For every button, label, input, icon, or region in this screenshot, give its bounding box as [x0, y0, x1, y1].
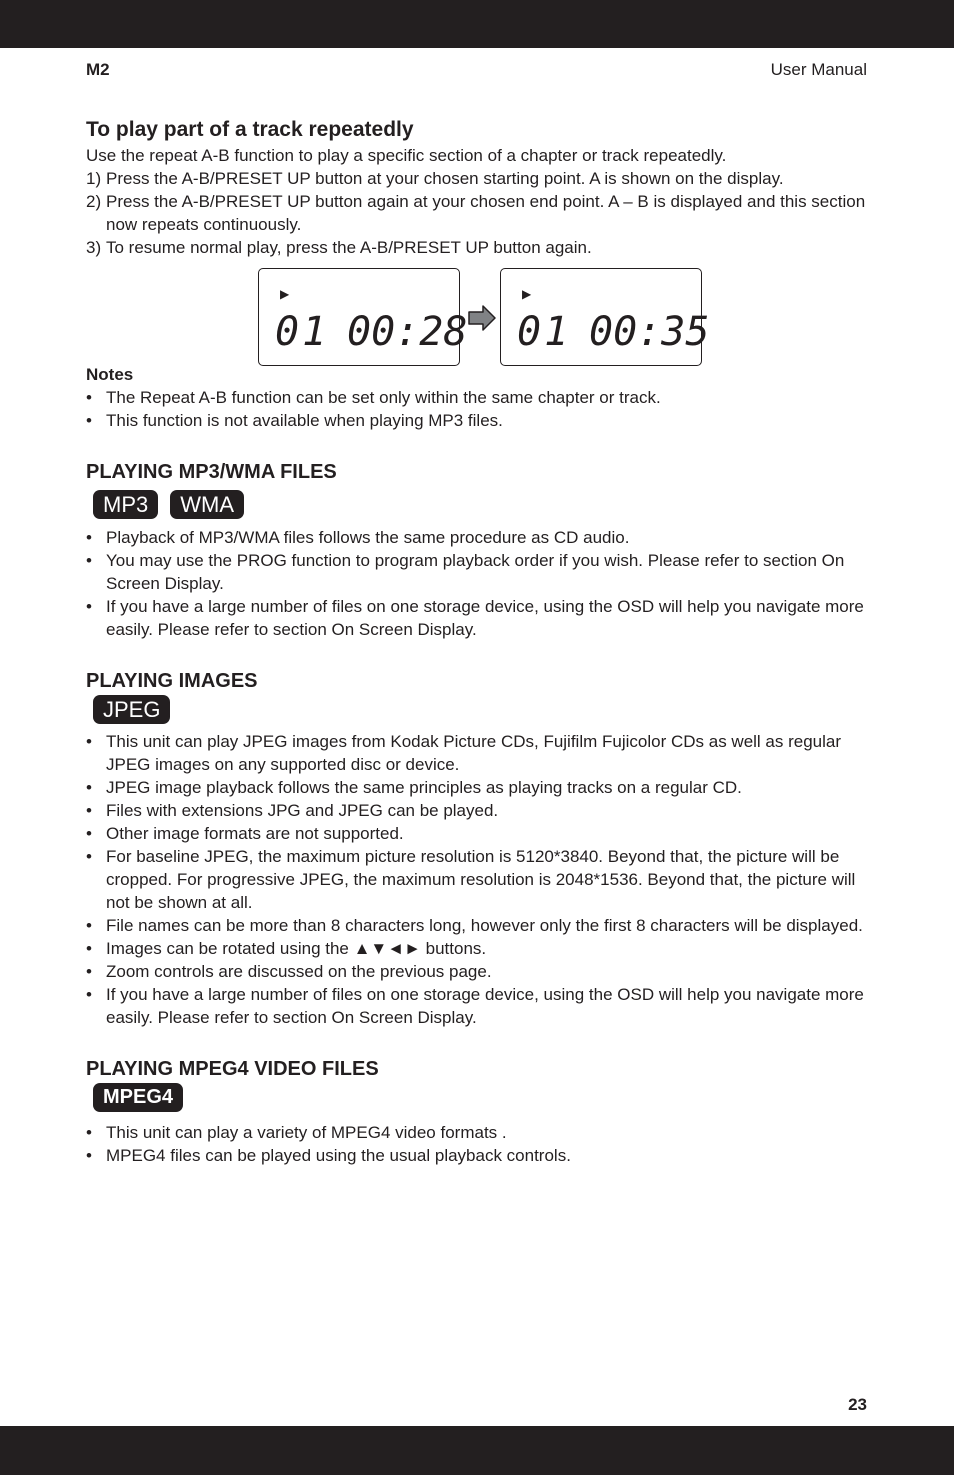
bullet: •: [86, 1123, 92, 1142]
lcd-time: 00:35: [589, 309, 710, 355]
bullet: •: [86, 551, 92, 570]
images-heading: PLAYING IMAGES: [86, 670, 258, 692]
step-item: [86, 236, 866, 259]
list-item: • You may use the PROG function to program playback order if you wish. Please refer to section On Screen Display.: [86, 551, 845, 593]
format-badges: [86, 694, 866, 724]
list-item: • Files with extensions JPG and JPEG can be played.: [86, 801, 499, 820]
list-item: • Images can be rotated using the ▲▼◄► buttons.: [86, 939, 487, 958]
bullet: •: [86, 732, 92, 751]
bullet: •: [86, 388, 92, 407]
list-item: • This unit can play JPEG images from Kodak Picture CDs, Fujifilm Fujicolor CDs as well as regular JPEG images on any supported disc or device.: [86, 732, 842, 774]
list-item: • If you have a large number of files on one storage device, using the OSD will help you navigate more easily. Please refer to section On Screen Display.: [86, 985, 864, 1027]
step-text: Press the A-B/PRESET UP button again at your chosen end point. A – B is displayed and this section now repeats continuously.: [106, 192, 866, 234]
jpeg-badge: JPEG: [93, 695, 170, 724]
bullet: •: [86, 528, 92, 547]
play-icon: ▶: [280, 287, 290, 301]
mp3-list: [86, 526, 866, 641]
images-list: [86, 730, 866, 1029]
mp3-heading: PLAYING MP3/WMA FILES: [86, 461, 337, 483]
list-item: • Other image formats are not supported.: [86, 824, 404, 843]
bullet: •: [86, 597, 92, 616]
bullet: •: [86, 962, 92, 981]
step-number: 2): [86, 192, 102, 211]
mpeg4-heading: PLAYING MPEG4 VIDEO FILES: [86, 1058, 379, 1080]
list-item: • If you have a large number of files on one storage device, using the OSD will help you navigate more easily. Please refer to section On Screen Display.: [86, 597, 864, 639]
lcd-track: 01: [275, 309, 330, 355]
step-item: [86, 190, 866, 236]
bullet: •: [86, 916, 92, 935]
step-number: 3): [86, 238, 102, 257]
bullet: •: [86, 778, 92, 797]
list-item: • Zoom controls are discussed on the previous page.: [86, 962, 492, 981]
format-badges: [86, 1082, 866, 1112]
lcd-track: 01: [517, 309, 572, 355]
bullet: •: [86, 411, 92, 430]
bullet: •: [86, 824, 92, 843]
bullet: •: [86, 1146, 92, 1165]
step-item: [86, 167, 866, 190]
step-text: To resume normal play, press the A-B/PRESET UP button again.: [106, 238, 592, 257]
page-number: 23: [848, 1395, 867, 1414]
bottom-bar: [0, 1426, 954, 1475]
model-label: M2: [86, 60, 110, 79]
notes-list: [86, 386, 866, 432]
step-text: Press the A-B/PRESET UP button at your chosen starting point. A is shown on the display.: [106, 169, 784, 188]
bullet: •: [86, 939, 92, 958]
bullet: •: [86, 985, 92, 1004]
repeat-intro: Use the repeat A-B function to play a specific section of a chapter or track repeatedly.: [86, 146, 727, 165]
repeat-steps: [86, 167, 866, 259]
list-item: • For baseline JPEG, the maximum picture resolution is 5120*3840. Beyond that, the picture will be cropped. For progressive JPEG, the maximum resolution is 2048*1536. Beyond that, the picture will not be shown at all.: [86, 847, 856, 912]
mpeg4-list: [86, 1121, 866, 1167]
notes-label: Notes: [86, 365, 134, 384]
mp3-badge: MP3: [93, 490, 158, 519]
list-item: • File names can be more than 8 characters long, however only the first 8 characters will be displayed.: [86, 916, 863, 935]
manual-label: User Manual: [770, 60, 867, 79]
list-item: • JPEG image playback follows the same principles as playing tracks on a regular CD.: [86, 778, 742, 797]
page-content: [86, 116, 866, 1167]
list-item: • The Repeat A-B function can be set only within the same chapter or track.: [86, 388, 661, 407]
format-badges: [86, 485, 866, 523]
lcd-time: 00:28: [347, 309, 468, 355]
play-icon: ▶: [522, 287, 532, 301]
list-item: • This function is not available when playing MP3 files.: [86, 411, 503, 430]
list-item: • Playback of MP3/WMA files follows the same procedure as CD audio.: [86, 528, 630, 547]
bullet: •: [86, 801, 92, 820]
repeat-heading: To play part of a track repeatedly: [86, 118, 414, 141]
wma-badge: WMA: [170, 490, 244, 519]
list-item: • MPEG4 files can be played using the usual playback controls.: [86, 1146, 571, 1165]
list-item: • This unit can play a variety of MPEG4 video formats .: [86, 1123, 507, 1142]
top-bar: [0, 0, 954, 48]
step-number: 1): [86, 169, 102, 188]
mpeg4-badge: MPEG4: [93, 1083, 183, 1112]
bullet: •: [86, 847, 92, 866]
